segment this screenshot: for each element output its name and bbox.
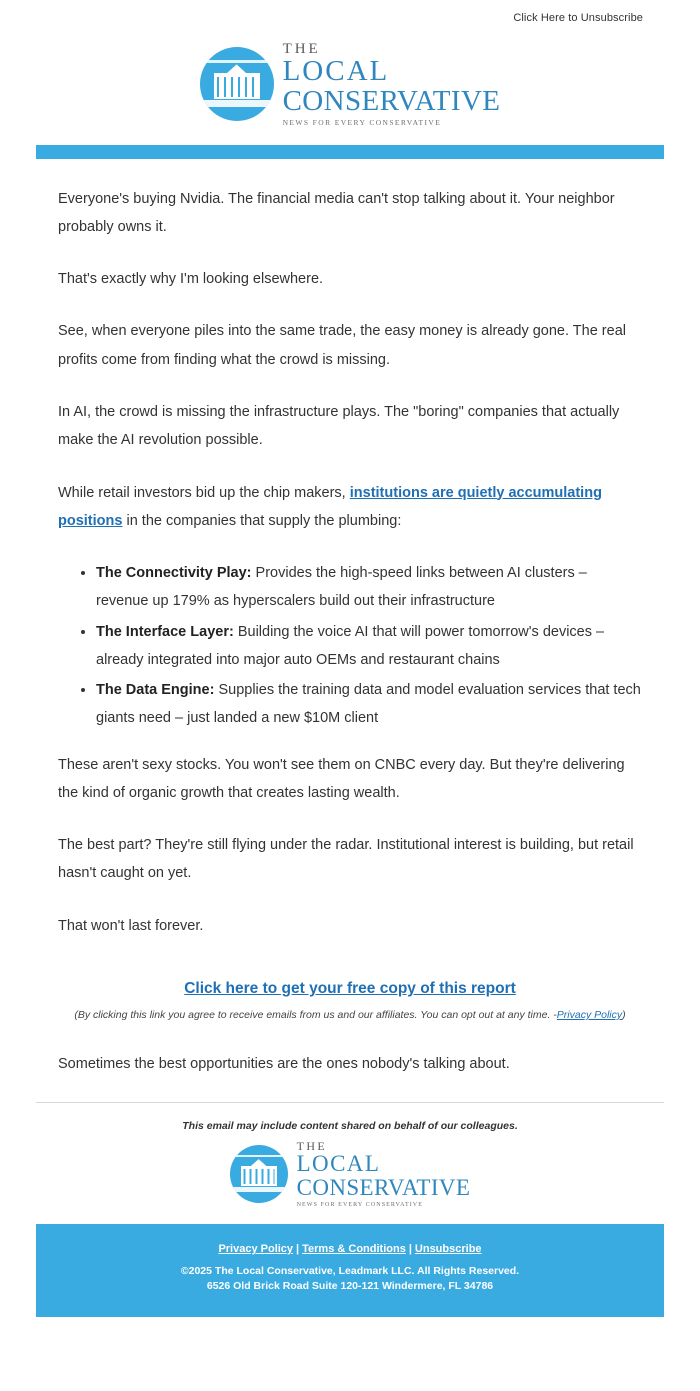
paragraph-3: See, when everyone piles into the same trade, the easy money is already gone. The real profits come from finding what the crowd is missing. xyxy=(58,323,626,368)
logo-local: LOCAL xyxy=(282,55,390,87)
capitol-building-icon xyxy=(230,1145,288,1203)
paragraph-5-after: in the companies that supply the plumbing: xyxy=(122,512,402,529)
cta-container xyxy=(58,974,642,1004)
logo-columns xyxy=(217,77,257,97)
logo-band-top xyxy=(230,1155,288,1157)
logo-band-top xyxy=(200,60,274,63)
footer-bar xyxy=(36,1224,664,1316)
top-unsubscribe-bar xyxy=(0,0,700,24)
footer-separator-1: | xyxy=(296,1243,300,1256)
disclaimer-before: (By clicking this link you agree to receive emails from us and our affiliates. You can opt out at any time. - xyxy=(74,1009,557,1022)
privacy-policy-inline-link[interactable]: Privacy Policy xyxy=(556,1009,623,1022)
list-item xyxy=(96,618,642,675)
paragraph-1: Everyone's buying Nvidia. The financial media can't stop talking about it. Your neighbor probably owns it. xyxy=(58,190,615,235)
logo-wordmark xyxy=(283,42,501,127)
list-item xyxy=(96,559,642,616)
paragraph-5-before: While retail investors bid up the chip makers, xyxy=(58,484,350,501)
paragraph-6: These aren't sexy stocks. You won't see them on CNBC every day. But they're delivering the kind of organic growth that creates lasting wealth. xyxy=(58,756,625,801)
logo-band-bottom xyxy=(200,100,274,107)
paragraph-2: That's exactly why I'm looking elsewhere. xyxy=(58,271,324,288)
institutions-link[interactable]: institutions are quietly accumulating positions xyxy=(58,484,602,529)
paragraph-5 xyxy=(58,479,642,536)
footer-terms-link[interactable]: Terms & Conditions xyxy=(302,1243,406,1256)
paragraph-8: That won't last forever. xyxy=(58,917,204,934)
footer-links xyxy=(46,1243,654,1255)
paragraph-7: The best part? They're still flying under the radar. Institutional interest is building, but retail hasn't caught on yet. xyxy=(58,837,634,882)
logo xyxy=(200,42,501,127)
logo-footer xyxy=(230,1140,471,1208)
logo-band-bottom xyxy=(230,1187,288,1192)
bullet-label: The Data Engine: xyxy=(96,682,215,699)
logo-tagline: NEWS FOR EVERY CONSERVATIVE xyxy=(296,1202,424,1209)
bullet-label: The Interface Layer: xyxy=(96,623,234,640)
closing-paragraph: Sometimes the best opportunities are the ones nobody's talking about. xyxy=(58,1055,510,1072)
logo-local: LOCAL xyxy=(296,1151,381,1177)
header-accent-bar xyxy=(36,145,664,159)
logo-columns xyxy=(243,1169,274,1184)
footer-address: 6526 Old Brick Road Suite 120-121 Windermere, FL 34786 xyxy=(206,1280,494,1293)
footer-copyright: ©2025 The Local Conservative, Leadmark LLC. All Rights Reserved. xyxy=(180,1265,520,1278)
capitol-building-icon xyxy=(200,47,274,121)
bullet-list xyxy=(58,559,642,733)
email-body xyxy=(0,159,700,1079)
logo-the: THE xyxy=(282,41,321,57)
logo-conservative: CONSERVATIVE xyxy=(282,84,501,117)
colleagues-note: This email may include content shared on behalf of our colleagues. xyxy=(182,1120,518,1133)
logo-conservative: CONSERVATIVE xyxy=(296,1174,471,1200)
footer-unsubscribe-link[interactable]: Unsubscribe xyxy=(414,1243,482,1256)
disclaimer-after: ) xyxy=(622,1009,626,1022)
paragraph-4: In AI, the crowd is missing the infrastructure plays. The "boring" companies that actually make the AI revolution possible. xyxy=(58,403,620,449)
bullet-text: Building the voice AI that will power tomorrow's devices – already integrated into major auto OEMs and restaurant chains xyxy=(96,623,605,668)
bullet-label: The Connectivity Play: xyxy=(96,565,252,582)
logo-tagline: NEWS FOR EVERY CONSERVATIVE xyxy=(282,118,442,128)
footer-separator-2: | xyxy=(408,1243,412,1256)
logo-the: THE xyxy=(296,1139,328,1154)
bullet-text: Provides the high-speed links between AI clusters – revenue up 179% as hyperscalers build out their infrastructure xyxy=(96,565,587,610)
brand-logo-header xyxy=(0,24,700,141)
brand-logo-footer xyxy=(0,1138,700,1218)
unsubscribe-link-top[interactable]: Click Here to Unsubscribe xyxy=(513,12,643,24)
footer-privacy-policy-link[interactable]: Privacy Policy xyxy=(218,1243,294,1256)
cta-link[interactable]: Click here to get your free copy of this report xyxy=(184,979,516,997)
bullet-text: Supplies the training data and model evaluation services that tech giants need – just landed a new $10M client xyxy=(96,682,641,727)
list-item xyxy=(96,676,642,733)
cta-disclaimer xyxy=(58,1008,642,1024)
logo-wordmark-footer xyxy=(297,1140,471,1208)
